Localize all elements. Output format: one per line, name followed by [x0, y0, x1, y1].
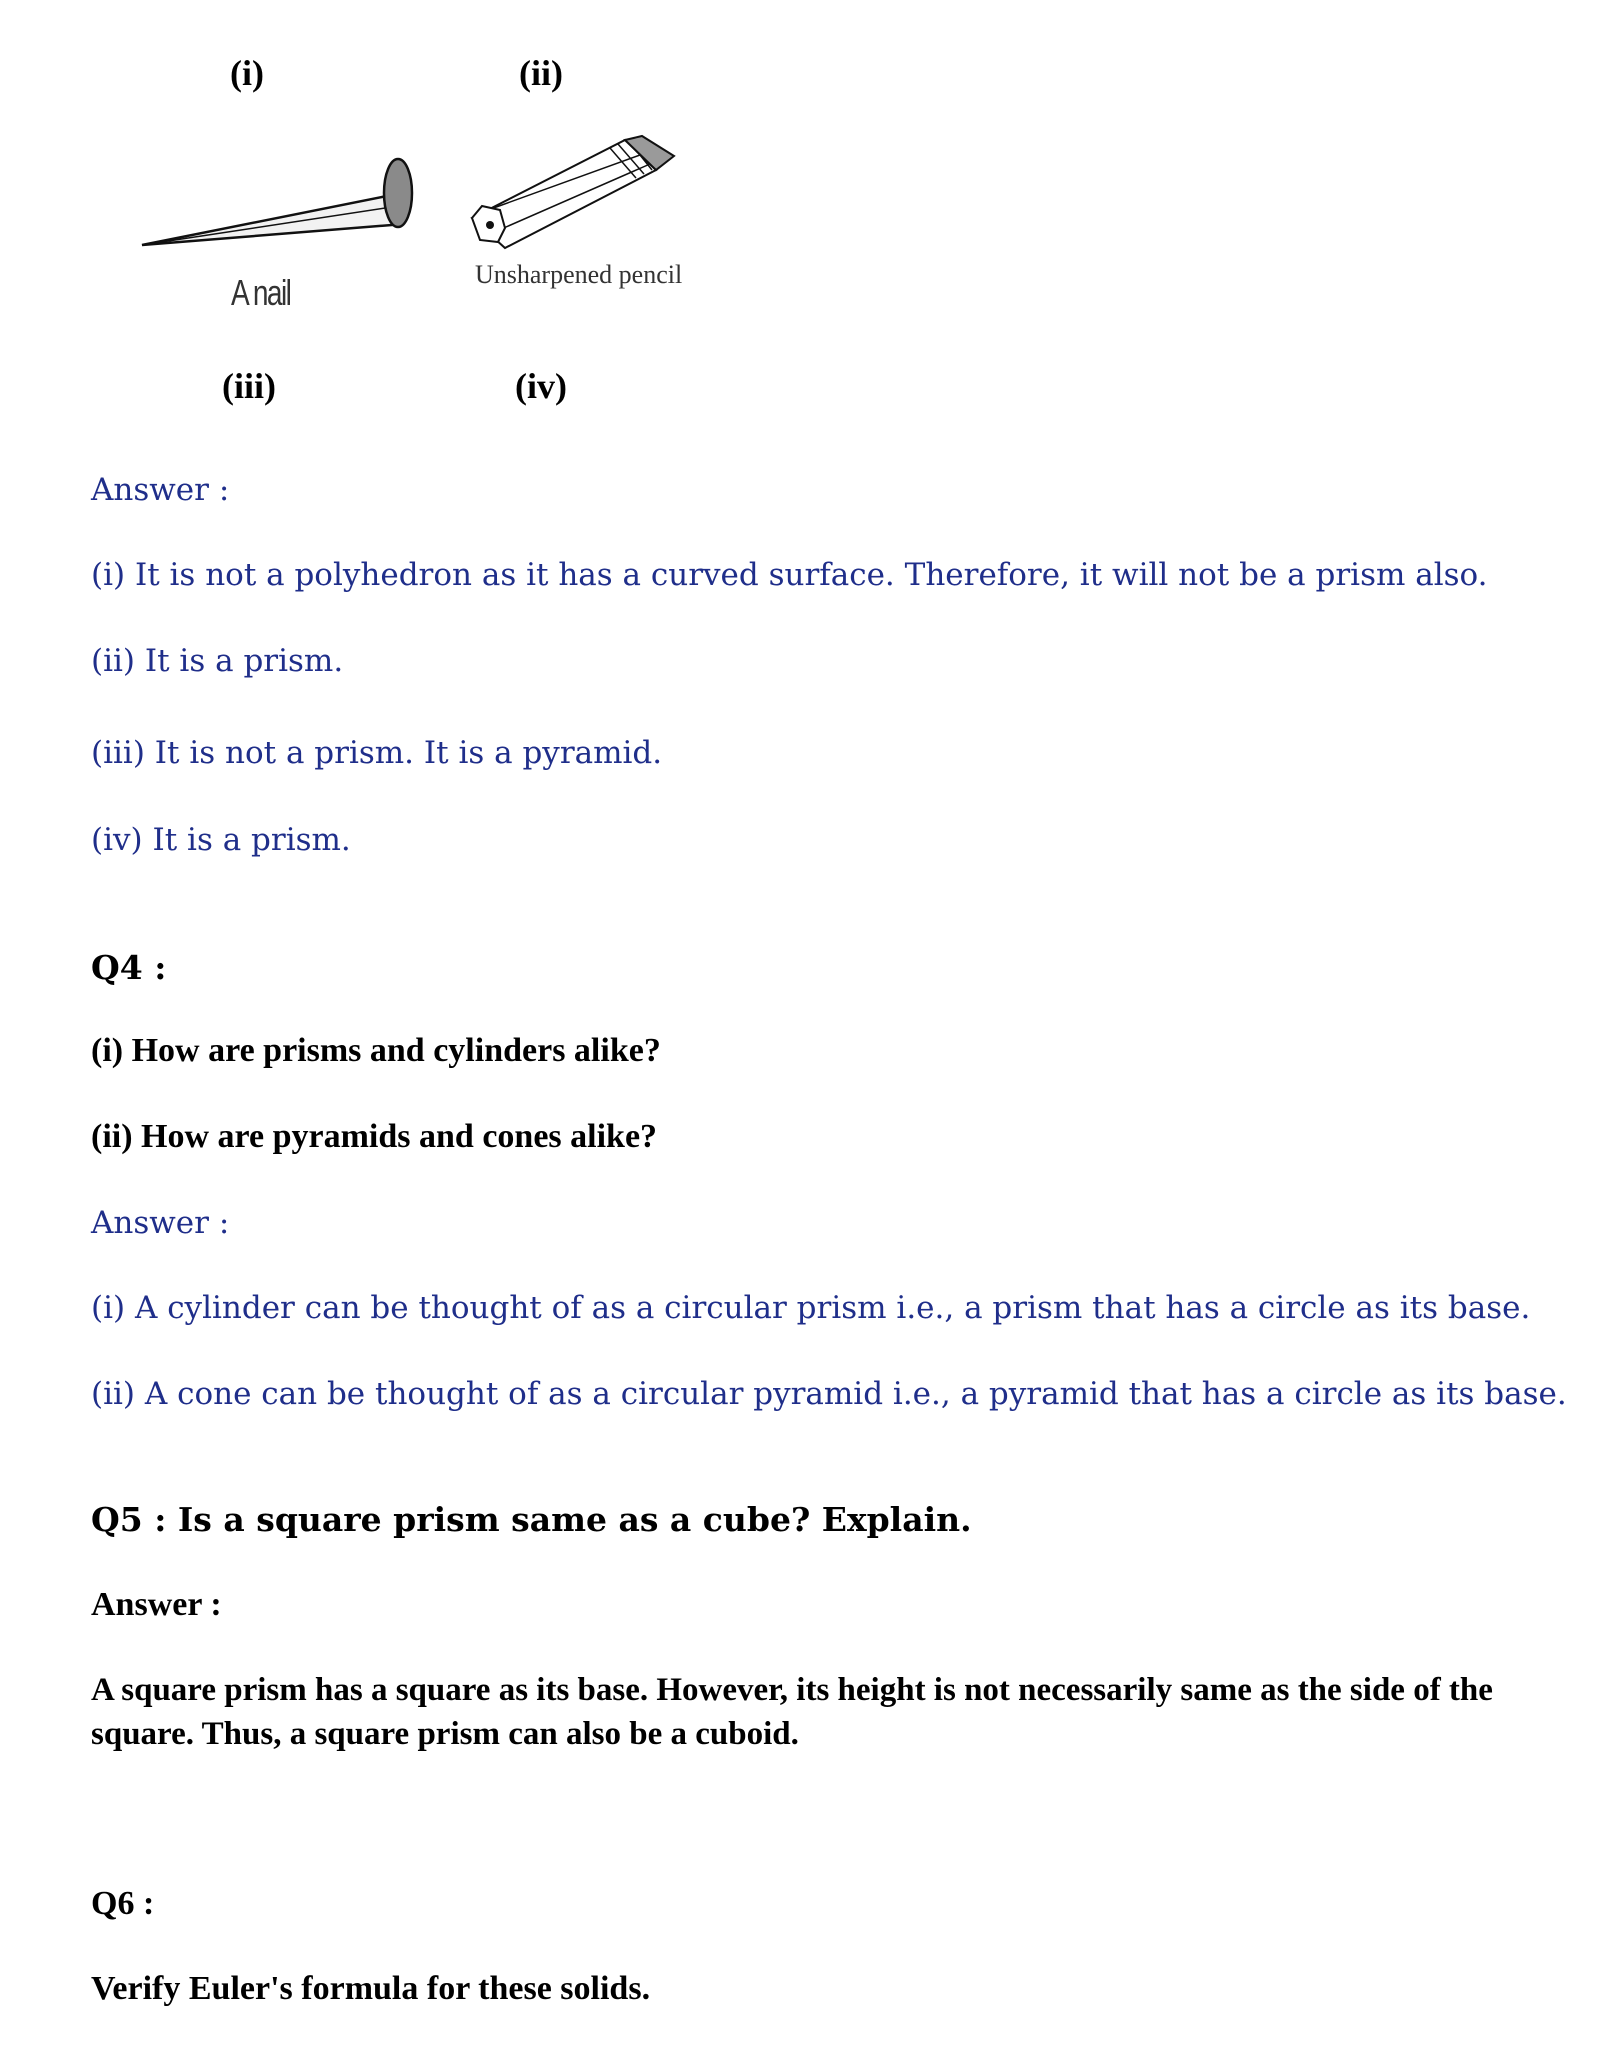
- figure-label-ii: (ii): [519, 53, 563, 93]
- answer-heading-q3: Answer :: [91, 472, 230, 508]
- figure-label-iii: (iii): [222, 366, 276, 406]
- nail-caption: A nail: [231, 272, 291, 313]
- nail-illustration: [130, 145, 430, 265]
- question-title-q6: Q6 :: [91, 1885, 155, 1922]
- answer-heading-q4: Answer :: [91, 1205, 230, 1241]
- answer-item-iv: (iv) It is a prism.: [91, 822, 351, 858]
- question-title-q4: Q4 :: [91, 948, 167, 987]
- pencil-illustration: [460, 130, 690, 260]
- answer-item-iii: (iii) It is not a prism. It is a pyramid.: [91, 735, 663, 771]
- question-part-i: (i) How are prisms and cylinders alike?: [91, 1032, 661, 1069]
- answer-q4-ii: (ii) A cone can be thought of as a circular pyramid i.e., a pyramid that has a circle as its base.: [91, 1376, 1567, 1412]
- figure-label-i: (i): [230, 53, 264, 93]
- pencil-caption: Unsharpened pencil: [475, 260, 683, 289]
- figure-label-iv: (iv): [515, 366, 567, 406]
- question-text-q6: Verify Euler's formula for these solids.: [91, 1970, 651, 2007]
- question-part-ii: (ii) How are pyramids and cones alike?: [91, 1118, 658, 1155]
- answer-item-i: (i) It is not a polyhedron as it has a curved surface. Therefore, it will not be a prism also.: [91, 557, 1488, 593]
- question-title-q5: Q5 : Is a square prism same as a cube? Explain.: [91, 1500, 972, 1539]
- answer-heading-q5: Answer :: [91, 1586, 222, 1623]
- answer-q4-i: (i) A cylinder can be thought of as a circular prism i.e., a prism that has a circle as its base.: [91, 1290, 1531, 1326]
- answer-item-ii: (ii) It is a prism.: [91, 643, 344, 679]
- answer-q5-text: A square prism has a square as its base. However, its height is not necessarily same as the side of the square. Thus, a square prism can also be a cuboid.: [91, 1672, 1493, 1752]
